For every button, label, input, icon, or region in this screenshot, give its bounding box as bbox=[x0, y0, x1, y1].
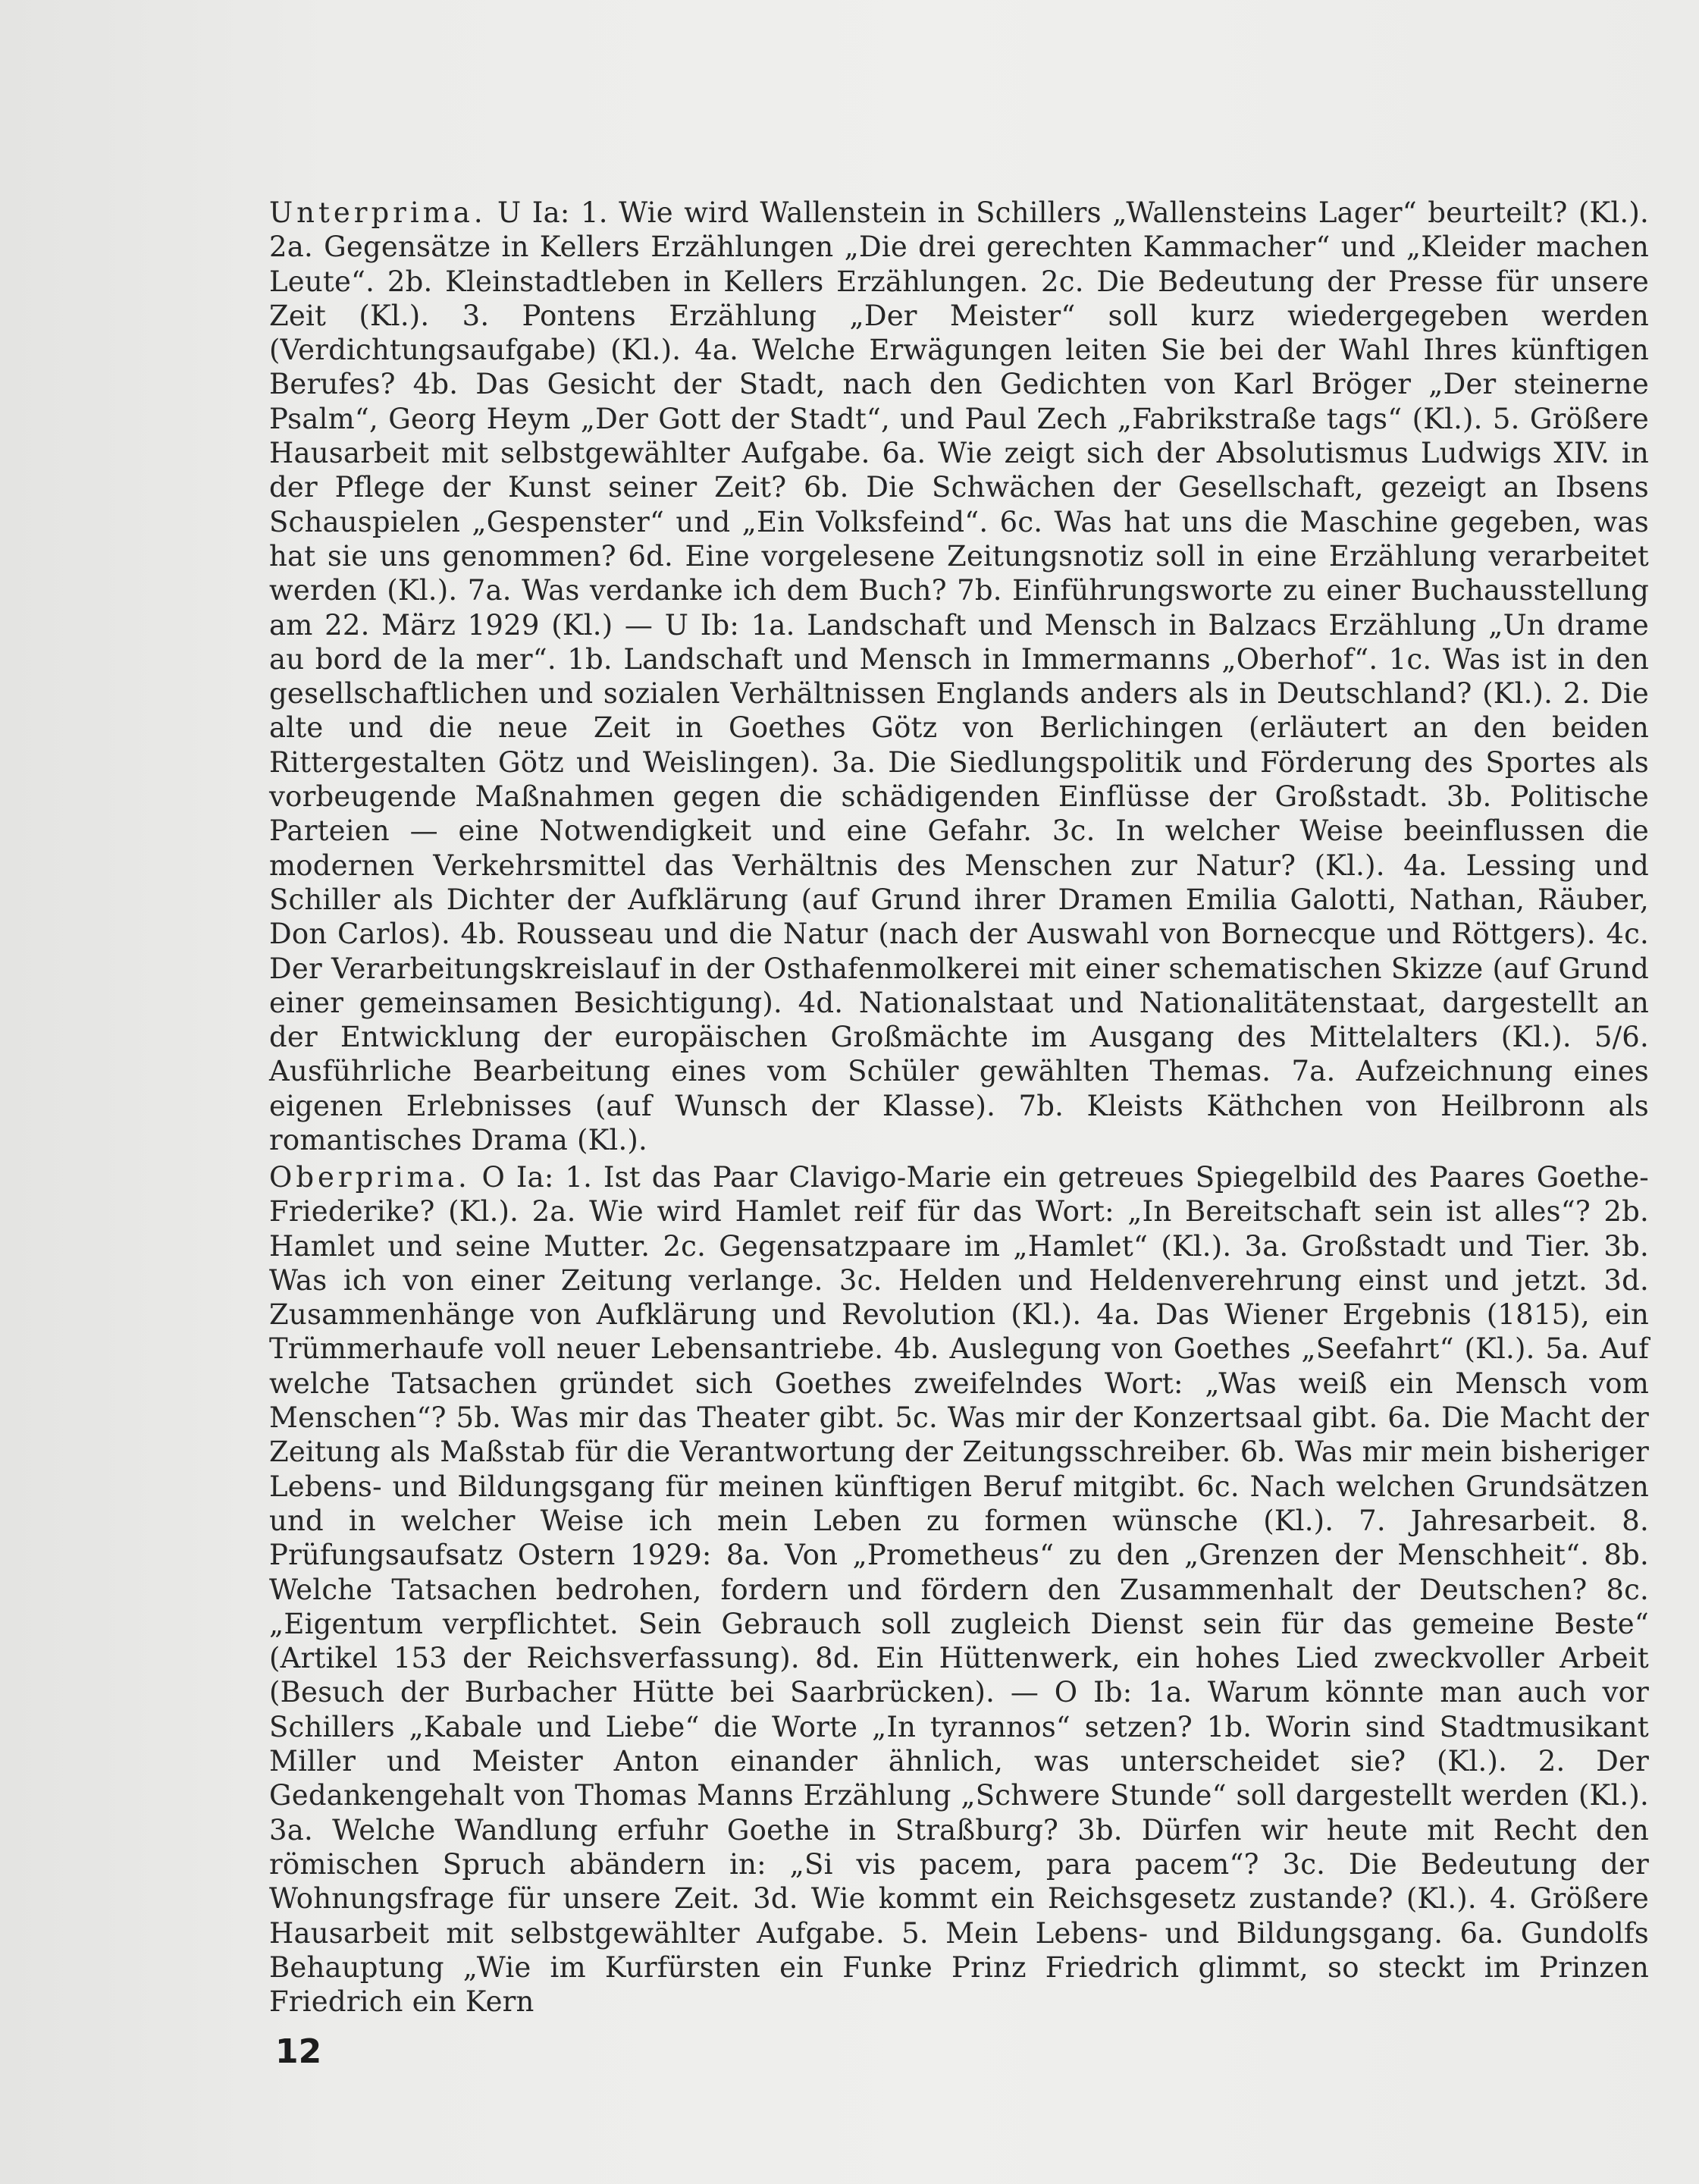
paragraph-unterprima bbox=[269, 196, 1649, 1157]
page-number: 12 bbox=[275, 2032, 322, 2071]
paragraph-text-oberprima: O Ia: 1. Ist das Paar Clavigo-Marie ein getreues Spiegelbild des Paares Goethe-Friederike? (Kl.). 2a. Wie wird Hamlet reif für das Wort: „In Bereitschaft sein ist alles“? 2b. Hamlet und seine Mutter. 2c. Gegensatzpaare im „Hamlet“ (Kl.). 3a. Großstadt und Tier. 3b. Was ich von einer Zeitung verlange. 3c. Helden und Heldenverehrung einst und jetzt. 3d. Zusammenhänge von Aufklärung und Revolution (Kl.). 4a. Das Wiener Ergebnis (1815), ein Trümmerhaufe voll neuer Lebensantriebe. 4b. Auslegung von Goethes „Seefahrt“ (Kl.). 5a. Auf welche Tatsachen gründet sich Goethes zweifelndes Wort: „Was weiß ein Mensch vom Menschen“? 5b. Was mir das Theater gibt. 5c. Was mir der Konzertsaal gibt. 6a. Die Macht der Zeitung als Maßstab für die Verantwortung der Zeitungsschreiber. 6b. Was mir mein bisheriger Lebens- und Bildungsgang für meinen künftigen Beruf mitgibt. 6c. Nach welchen Grundsätzen und in welcher Weise ich mein Leben zu formen wünsche (Kl.). 7. Jahresarbeit. 8. Prüfungsaufsatz Ostern 1929: 8a. Von „Prometheus“ zu den „Grenzen der Menschheit“. 8b. Welche Tatsachen bedrohen, fordern und fördern den Zusammenhalt der Deutschen? 8c. „Eigentum verpflichtet. Sein Gebrauch soll zugleich Dienst sein für das gemeine Beste“ (Artikel 153 der Reichsverfassung). 8d. Ein Hüttenwerk, ein hohes Lied zweckvoller Arbeit (Besuch der Burbacher Hütte bei Saarbrücken). — O Ib: 1a. Warum könnte man auch vor Schillers „Kabale und Liebe“ die Worte „In tyrannos“ setzen? 1b. Worin sind Stadtmusikant Miller und Meister Anton einander ähnlich, was unterscheidet sie? (Kl.). 2. Der Gedankengehalt von Thomas Manns Erzählung „Schwere Stunde“ soll dargestellt werden (Kl.). 3a. Welche Wandlung erfuhr Goethe in Straßburg? 3b. Dürfen wir heute mit Recht den römischen Spruch abändern in: „Si vis pacem, para pacem“? 3c. Die Bedeutung der Wohnungsfrage für unsere Zeit. 3d. Wie kommt ein Reichsgesetz zustande? (Kl.). 4. Größere Hausarbeit mit selbstgewählter Aufgabe. 5. Mein Lebens- und Bildungsgang. 6a. Gundolfs Behauptung „Wie im Kurfürsten ein Funke Prinz Friedrich glimmt, so steckt im Prinzen Friedrich ein Kern bbox=[269, 1161, 1649, 2019]
section-heading-oberprima: Oberprima. bbox=[269, 1161, 471, 1194]
paragraph-oberprima bbox=[269, 1160, 1649, 2019]
paragraph-text-unterprima: U Ia: 1. Wie wird Wallenstein in Schillers „Wallensteins Lager“ beurteilt? (Kl.). 2a. Gegensätze in Kellers Erzählungen „Die drei gerechten Kammacher“ und „Kleider machen Leute“. 2b. Kleinstadtleben in Kellers Erzählungen. 2c. Die Bedeutung der Presse für unsere Zeit (Kl.). 3. Pontens Erzählung „Der Meister“ soll kurz wiedergegeben werden (Verdichtungsaufgabe) (Kl.). 4a. Welche Erwägungen leiten Sie bei der Wahl Ihres künftigen Berufes? 4b. Das Gesicht der Stadt, nach den Gedichten von Karl Bröger „Der steinerne Psalm“, Georg Heym „Der Gott der Stadt“, und Paul Zech „Fabrikstraße tags“ (Kl.). 5. Größere Hausarbeit mit selbstgewählter Aufgabe. 6a. Wie zeigt sich der Absolutismus Ludwigs XIV. in der Pflege der Kunst seiner Zeit? 6b. Die Schwächen der Gesellschaft, gezeigt an Ibsens Schauspielen „Gespenster“ und „Ein Volksfeind“. 6c. Was hat uns die Maschine gegeben, was hat sie uns genommen? 6d. Eine vorgelesene Zeitungsnotiz soll in eine Erzählung verarbeitet werden (Kl.). 7a. Was verdanke ich dem Buch? 7b. Einführungsworte zu einer Buchausstellung am 22. März 1929 (Kl.) — U Ib: 1a. Landschaft und Mensch in Balzacs Erzählung „Un drame au bord de la mer“. 1b. Landschaft und Mensch in Immermanns „Oberhof“. 1c. Was ist in den gesellschaftlichen und sozialen Verhältnissen Englands anders als in Deutschland? (Kl.). 2. Die alte und die neue Zeit in Goethes Götz von Berlichingen (erläutert an den beiden Rittergestalten Götz und Weislingen). 3a. Die Siedlungspolitik und Förderung des Sportes als vorbeugende Maßnahmen gegen die schädigenden Einflüsse der Großstadt. 3b. Politische Parteien — eine Notwendigkeit und eine Gefahr. 3c. In welcher Weise beeinflussen die modernen Verkehrsmittel das Verhältnis des Menschen zur Natur? (Kl.). 4a. Lessing und Schiller als Dichter der Aufklärung (auf Grund ihrer Dramen Emilia Galotti, Nathan, Räuber, Don Carlos). 4b. Rousseau und die Natur (nach der Auswahl von Bornecque und Röttgers). 4c. Der Verarbeitungskreislauf in der Osthafenmolkerei mit einer schematischen Skizze (auf Grund einer gemeinsamen Besichtigung). 4d. Nationalstaat und Nationalitätenstaat, dargestellt an der Entwicklung der europäischen Großmächte im Ausgang des Mittelalters (Kl.). 5/6. Ausführliche Bearbeitung eines vom Schüler gewählten Themas. 7a. Aufzeichnung eines eigenen Erlebnisses (auf Wunsch der Klasse). 7b. Kleists Käthchen von Heilbronn als romantisches Drama (Kl.). bbox=[269, 196, 1649, 1157]
section-heading-unterprima: Unterprima. bbox=[269, 196, 487, 229]
